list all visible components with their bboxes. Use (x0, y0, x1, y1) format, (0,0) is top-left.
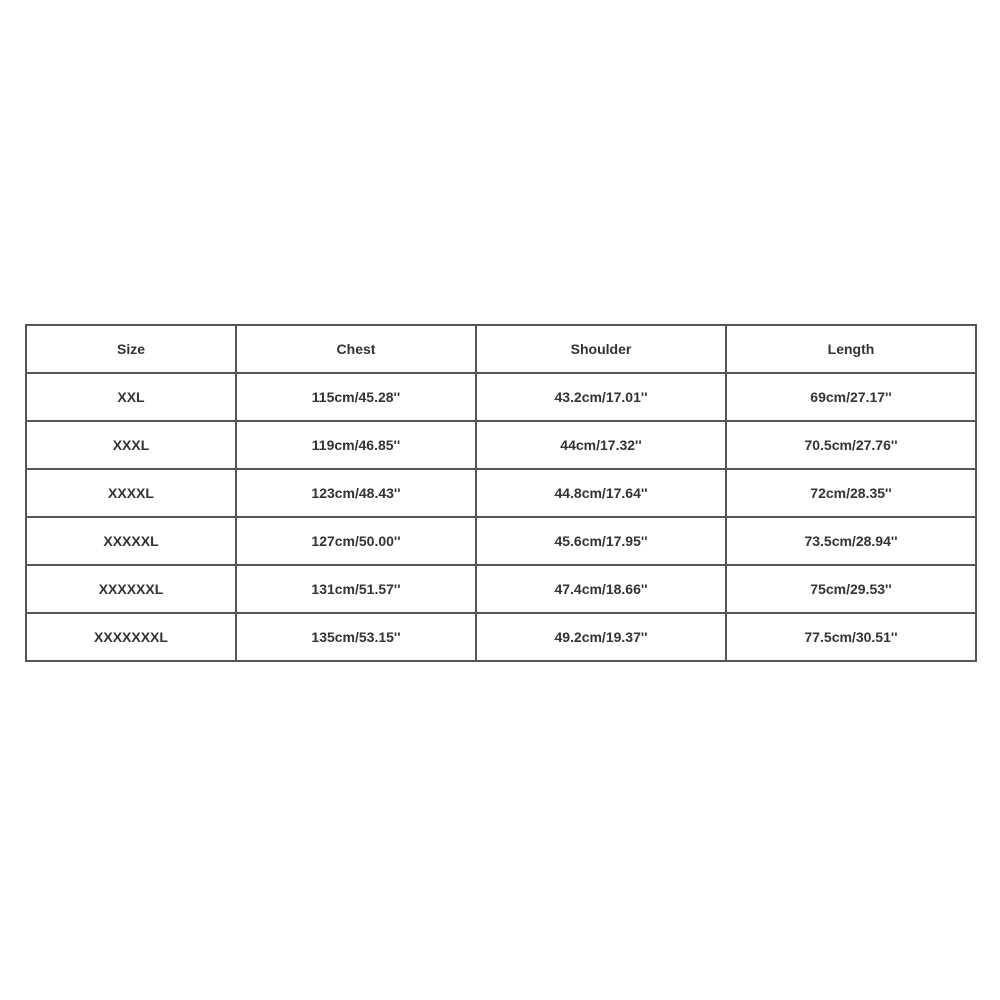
header-length: Length (726, 325, 976, 373)
cell-chest: 123cm/48.43'' (236, 469, 476, 517)
table-row (26, 565, 976, 613)
cell-shoulder: 44cm/17.32'' (476, 421, 726, 469)
cell-length: 73.5cm/28.94'' (726, 517, 976, 565)
header-chest: Chest (236, 325, 476, 373)
cell-size: XXXL (26, 421, 236, 469)
table-row (26, 373, 976, 421)
table-row (26, 517, 976, 565)
cell-length: 72cm/28.35'' (726, 469, 976, 517)
table-row (26, 469, 976, 517)
cell-size: XXXXXL (26, 517, 236, 565)
cell-length: 77.5cm/30.51'' (726, 613, 976, 661)
size-chart-table (25, 324, 977, 662)
table-row (26, 421, 976, 469)
cell-chest: 135cm/53.15'' (236, 613, 476, 661)
cell-chest: 115cm/45.28'' (236, 373, 476, 421)
cell-shoulder: 43.2cm/17.01'' (476, 373, 726, 421)
header-shoulder: Shoulder (476, 325, 726, 373)
table-row (26, 613, 976, 661)
cell-size: XXXXL (26, 469, 236, 517)
cell-size: XXXXXXXL (26, 613, 236, 661)
cell-size: XXXXXXL (26, 565, 236, 613)
cell-shoulder: 47.4cm/18.66'' (476, 565, 726, 613)
cell-length: 69cm/27.17'' (726, 373, 976, 421)
table-header-row (26, 325, 976, 373)
cell-chest: 127cm/50.00'' (236, 517, 476, 565)
cell-shoulder: 44.8cm/17.64'' (476, 469, 726, 517)
header-size: Size (26, 325, 236, 373)
cell-length: 75cm/29.53'' (726, 565, 976, 613)
cell-chest: 131cm/51.57'' (236, 565, 476, 613)
cell-length: 70.5cm/27.76'' (726, 421, 976, 469)
cell-size: XXL (26, 373, 236, 421)
cell-shoulder: 49.2cm/19.37'' (476, 613, 726, 661)
cell-chest: 119cm/46.85'' (236, 421, 476, 469)
cell-shoulder: 45.6cm/17.95'' (476, 517, 726, 565)
